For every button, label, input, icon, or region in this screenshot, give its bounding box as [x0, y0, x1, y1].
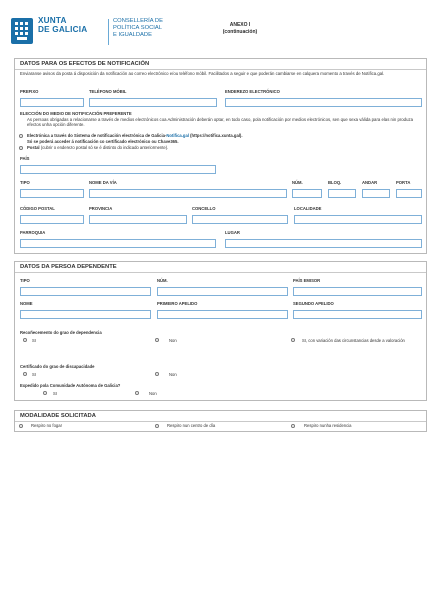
issued-question: Expedido pola Comunidade Autónoma de Galicia?	[20, 383, 121, 388]
disability-no-label: Non	[169, 372, 177, 377]
issued-yes-label: SI	[53, 391, 57, 396]
mobile-field[interactable]	[89, 98, 217, 107]
type-field[interactable]	[20, 189, 84, 198]
place-label: LUGAR	[225, 230, 240, 235]
disability-question: Certificado do grao de discapacidade	[20, 364, 95, 369]
department-name	[113, 18, 193, 39]
electronic-note: Só se poderá acceder á notificación co certificado electrónico ou Chave365.	[27, 139, 179, 144]
logo-separator	[108, 19, 109, 45]
notification-title: DATOS PARA OS EFECTOS DE NOTIFICACIÓN	[20, 61, 150, 67]
prefix-label: PREFIXO	[20, 89, 39, 94]
issued-yes-radio[interactable]	[43, 391, 47, 395]
logo-line2: DE GALICIA	[38, 24, 88, 34]
surname2-field[interactable]	[293, 310, 422, 319]
street-label: NOME DA VÍA	[89, 180, 117, 185]
grade-no-radio[interactable]	[155, 338, 159, 342]
logo-line1: XUNTA	[38, 16, 67, 25]
door-label: PORTA	[396, 180, 411, 185]
section-divider	[15, 272, 426, 273]
email-label: ENDEREZO ELECTRÓNICO	[225, 89, 280, 94]
logo-wordmark	[38, 17, 106, 34]
annex-subtitle: (continuación)	[222, 29, 258, 35]
home-respite-radio[interactable]	[19, 424, 23, 428]
issued-no-label: Non	[149, 391, 157, 396]
section-divider	[15, 421, 426, 422]
mobile-label: TELÉFONO MÓBIL	[89, 89, 127, 94]
electronic-radio[interactable]	[19, 134, 23, 138]
council-field[interactable]	[192, 215, 288, 224]
annex-heading	[195, 22, 285, 36]
grade-yes-radio[interactable]	[23, 338, 27, 342]
notification-section	[14, 58, 427, 254]
day-centre-radio[interactable]	[155, 424, 159, 428]
email-field[interactable]	[225, 98, 422, 107]
xunta-emblem-icon	[10, 17, 34, 45]
grade-yes-label: SI	[32, 338, 36, 343]
number-label: NÚM.	[292, 180, 303, 185]
name-field[interactable]	[20, 310, 151, 319]
grade-question: Recoñecemento do grao de dependencia	[20, 330, 102, 335]
issuing-country-field[interactable]	[293, 287, 422, 296]
annex-title: ANEXO I	[229, 22, 251, 28]
home-respite-label: Respiro no fogar	[31, 423, 62, 428]
notification-intro: Enviaranse avisos da posta á disposición da notificación ao correo electrónico e/ou teléfono móbil. Facilitados a seguir e que poderán cambiarse en calquera momento a través de Notifica.gal.	[20, 71, 385, 76]
number-field[interactable]	[292, 189, 322, 198]
door-field[interactable]	[396, 189, 422, 198]
surname1-field[interactable]	[157, 310, 288, 319]
id-type-field[interactable]	[20, 287, 151, 296]
id-number-field[interactable]	[157, 287, 288, 296]
disability-yes-radio[interactable]	[23, 372, 27, 376]
issued-no-radio[interactable]	[135, 391, 139, 395]
postcode-field[interactable]	[20, 215, 84, 224]
parish-label: PARROQUIA	[20, 230, 46, 235]
dept-line2: POLÍTICA SOCIAL	[113, 25, 162, 31]
surname1-label: PRIMEIRO APELIDO	[157, 301, 198, 306]
id-number-label: NÚM.	[157, 278, 168, 283]
block-label: BLOQ.	[328, 180, 342, 185]
id-type-label: TIPO	[20, 278, 30, 283]
floor-label: ANDAR	[362, 180, 378, 185]
postal-option-text: (cubrir o enderezo postal só se é distinto do indicado anteriormente).	[39, 145, 169, 150]
section-divider	[15, 69, 426, 70]
dependent-title: DATOS DA PERSOA DEPENDENTE	[20, 264, 117, 270]
grade-variation-label: SI, con variación das circunstancias desde a valoración	[302, 338, 405, 343]
disability-no-radio[interactable]	[155, 372, 159, 376]
province-field[interactable]	[89, 215, 187, 224]
block-field[interactable]	[328, 189, 356, 198]
xunta-logo	[10, 15, 163, 49]
postal-option[interactable]	[27, 145, 168, 150]
surname2-label: SEGUNDO APELIDO	[293, 301, 334, 306]
dept-line3: E IGUALDADE	[113, 32, 152, 38]
grade-variation-radio[interactable]	[291, 338, 295, 342]
locality-label: LOCALIDADE	[294, 206, 322, 211]
name-label: NOME	[20, 301, 33, 306]
residence-label: Respiro nunha residencia	[304, 423, 352, 428]
postal-option-title: Postal	[27, 145, 40, 150]
disability-yes-label: SI	[32, 372, 36, 377]
issuing-country-label: PAÍS EMISOR	[293, 278, 321, 283]
country-label: PAÍS	[20, 156, 30, 161]
locality-field[interactable]	[294, 215, 422, 224]
modality-section	[14, 410, 427, 432]
dept-line1: CONSELLERÍA DE	[113, 18, 163, 24]
place-field[interactable]	[225, 239, 422, 248]
floor-field[interactable]	[362, 189, 390, 198]
grade-no-label: Non	[169, 338, 177, 343]
type-label: TIPO	[20, 180, 30, 185]
dependent-section	[14, 261, 427, 401]
street-field[interactable]	[89, 189, 287, 198]
postcode-label: CÓDIGO POSTAL	[20, 206, 55, 211]
method-note: As persoas obrigadas a relacionarse a través de medios electrónicos coa Administración deberán optar, en todo caso, pola notificación por medios electrónicos, sen que sexa válida para elas nin produza efectos unha opción diferente.	[27, 117, 413, 128]
electronic-option[interactable]	[27, 133, 243, 138]
parish-field[interactable]	[20, 239, 216, 248]
modality-title: MODALIDADE SOLICITADA	[20, 413, 96, 419]
postal-radio[interactable]	[19, 146, 23, 150]
province-label: PROVINCIA	[89, 206, 113, 211]
prefix-field[interactable]	[20, 98, 84, 107]
electronic-option-text: Electrónica a través do Sistema de notificación electrónica de Galicia-	[27, 133, 167, 138]
day-centre-label: Respiro nun centro de día	[167, 423, 216, 428]
notifica-url: (https://notifica.xunta.gal).	[188, 133, 243, 138]
council-label: CONCELLO	[192, 206, 216, 211]
method-title: ELECCIÓN DO MEDIO DE NOTIFICACIÓN PREFERENTE	[20, 111, 132, 116]
country-field[interactable]	[20, 165, 216, 174]
residence-radio[interactable]	[291, 424, 295, 428]
notifica-link[interactable]: Notifica.gal	[166, 133, 189, 138]
